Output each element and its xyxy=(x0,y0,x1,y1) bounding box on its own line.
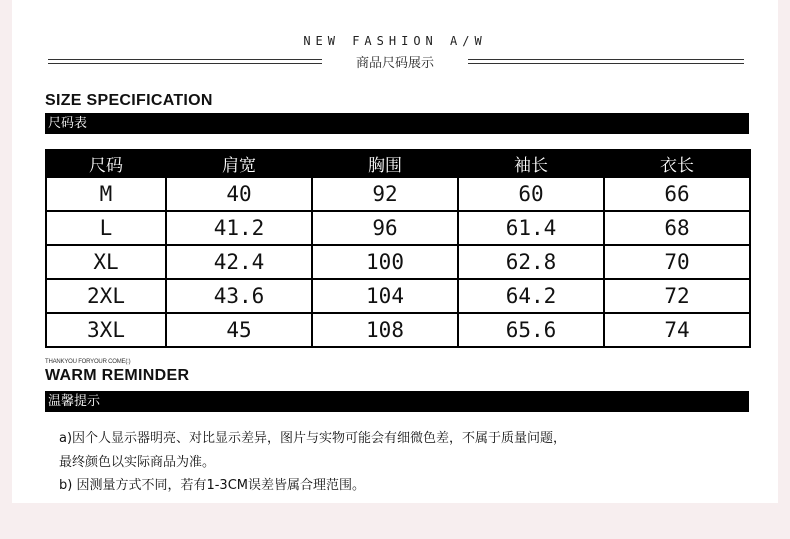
column-header-sleeve: 袖长 xyxy=(458,150,604,177)
sleeve-cell: 61.4 xyxy=(458,211,604,245)
length-cell: 72 xyxy=(604,279,750,313)
subtitle-rule-left-top xyxy=(48,59,342,60)
size-spec-heading: SIZE SPECIFICATION xyxy=(45,92,213,109)
chest-cell: 100 xyxy=(312,245,458,279)
subtitle-rule-right-top xyxy=(448,59,744,60)
size-cell: M xyxy=(46,177,166,211)
column-header-size: 尺码 xyxy=(46,150,166,177)
sleeve-cell: 65.6 xyxy=(458,313,604,347)
length-cell: 68 xyxy=(604,211,750,245)
brand-title: NEW FASHION A/W xyxy=(303,34,487,48)
sleeve-cell: 60 xyxy=(458,177,604,211)
size-cell: 2XL xyxy=(46,279,166,313)
table-row xyxy=(46,313,750,347)
size-table-header-row xyxy=(46,150,750,177)
reminder-line-a-cont: 最终颜色以实际商品为准。 xyxy=(59,455,216,470)
length-cell: 70 xyxy=(604,245,750,279)
column-header-shoulder: 肩宽 xyxy=(166,150,312,177)
table-row xyxy=(46,279,750,313)
size-cell: 3XL xyxy=(46,313,166,347)
shoulder-cell: 43.6 xyxy=(166,279,312,313)
reminder-bar: 温馨提示 xyxy=(45,391,749,412)
size-chart-bar: 尺码表 xyxy=(45,113,749,134)
thank-you-note: THANKYOU FORYOUR COME(:) xyxy=(45,359,131,365)
sleeve-cell: 64.2 xyxy=(458,279,604,313)
size-cell: L xyxy=(46,211,166,245)
warm-reminder-heading: WARM REMINDER xyxy=(45,367,190,384)
column-header-length: 衣长 xyxy=(604,150,750,177)
size-table xyxy=(45,149,751,348)
chest-cell: 96 xyxy=(312,211,458,245)
length-cell: 66 xyxy=(604,177,750,211)
length-cell: 74 xyxy=(604,313,750,347)
subtitle-rule-right-bottom xyxy=(448,63,744,64)
chest-cell: 92 xyxy=(312,177,458,211)
reminder-line-a: a)因个人显示器明亮、对比显示差异，图片与实物可能会有细微色差，不属于质量问题， xyxy=(59,431,567,446)
chest-cell: 104 xyxy=(312,279,458,313)
column-header-chest: 胸围 xyxy=(312,150,458,177)
table-row xyxy=(46,211,750,245)
sleeve-cell: 62.8 xyxy=(458,245,604,279)
size-cell: XL xyxy=(46,245,166,279)
shoulder-cell: 42.4 xyxy=(166,245,312,279)
page-subtitle: 商品尺码展示 xyxy=(322,52,468,71)
subtitle-rule-left-bottom xyxy=(48,63,342,64)
table-row xyxy=(46,177,750,211)
product-info-panel xyxy=(12,0,778,503)
chest-cell: 108 xyxy=(312,313,458,347)
reminder-line-b: b) 因测量方式不同，若有1-3CM误差皆属合理范围。 xyxy=(59,478,365,493)
shoulder-cell: 45 xyxy=(166,313,312,347)
shoulder-cell: 40 xyxy=(166,177,312,211)
shoulder-cell: 41.2 xyxy=(166,211,312,245)
table-row xyxy=(46,245,750,279)
